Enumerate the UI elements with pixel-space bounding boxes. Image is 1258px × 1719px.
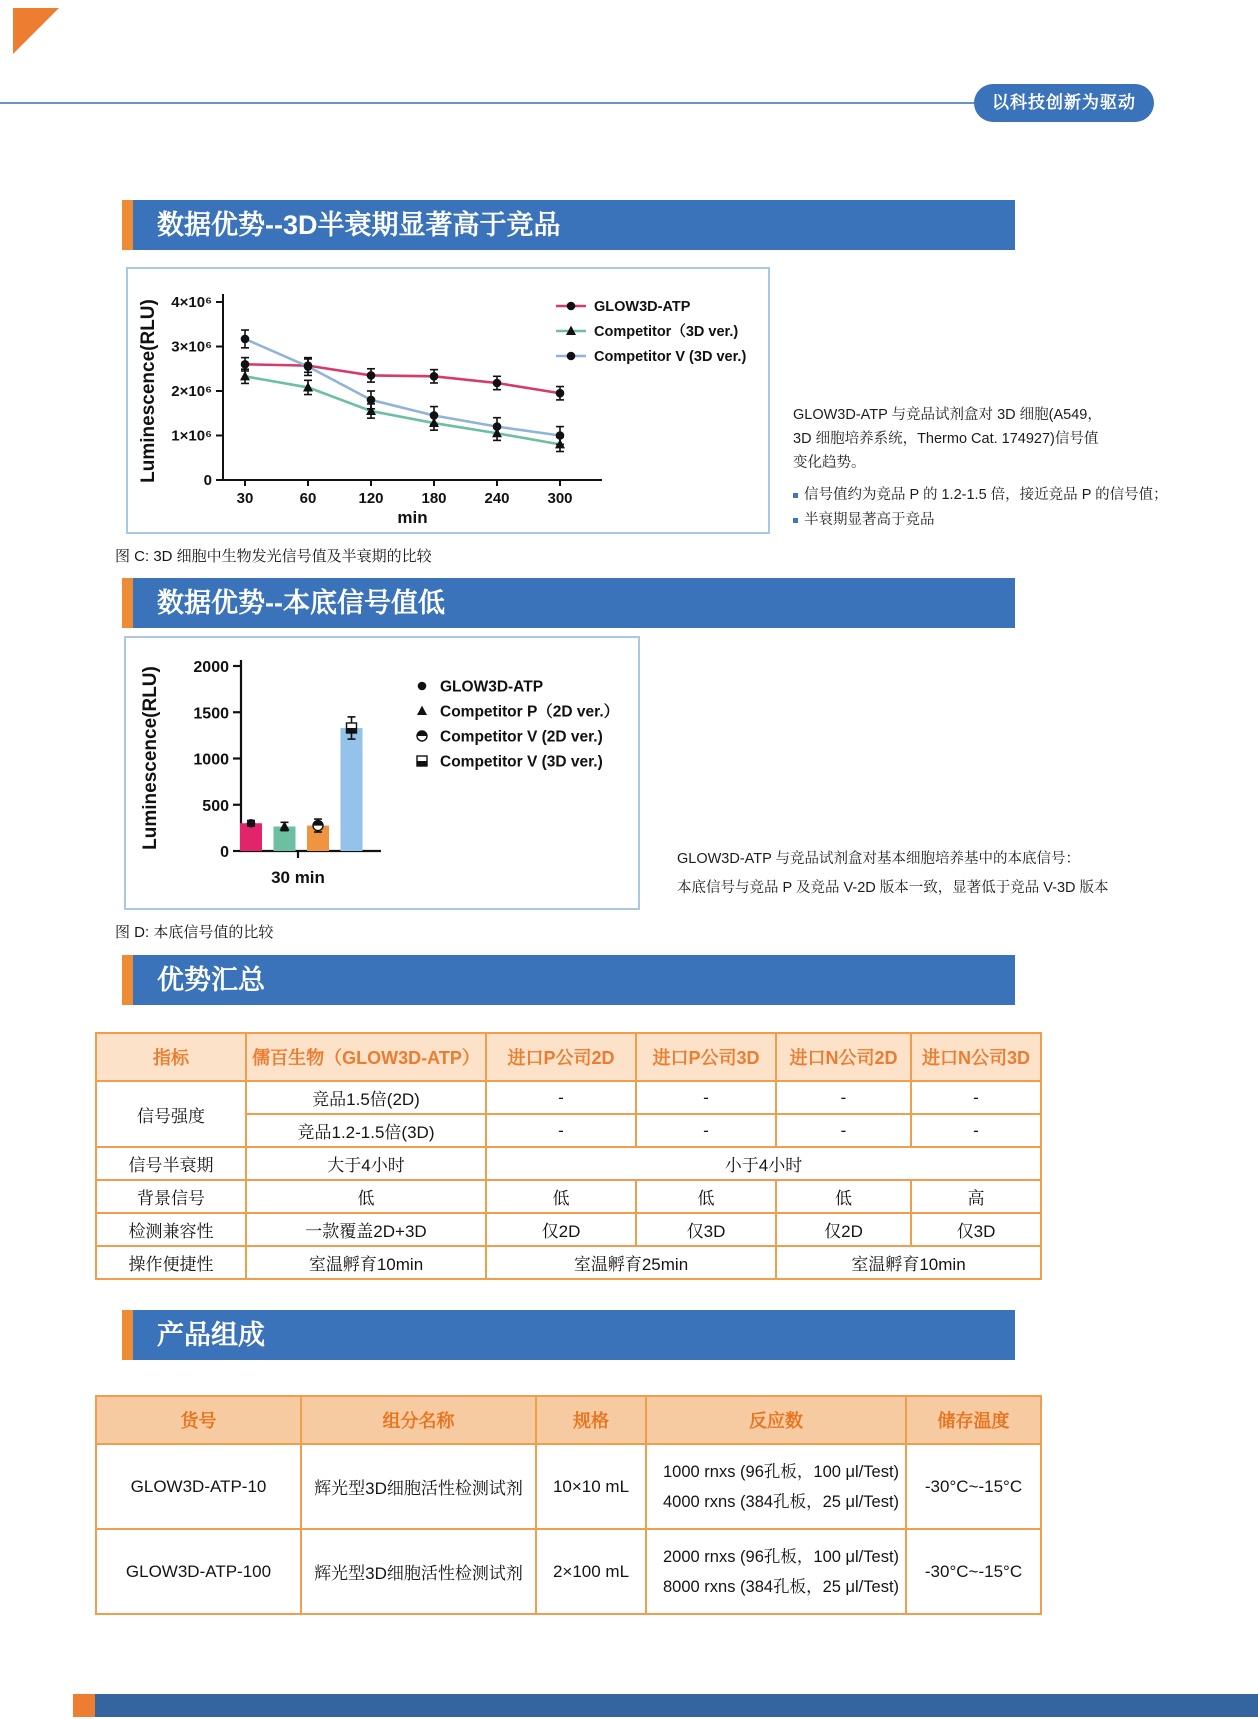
cell: 仅2D — [776, 1213, 911, 1246]
svg-text:300: 300 — [547, 490, 573, 507]
note-line: GLOW3D-ATP 与竞品试剂盒对基本细胞培养基中的本底信号： — [677, 851, 1081, 867]
table-row — [96, 1444, 1041, 1529]
section-title: 数据优势--本底信号值低 — [157, 588, 445, 618]
header-cell: 进口P公司3D — [636, 1033, 776, 1081]
cell: 低 — [776, 1180, 911, 1213]
figure-c-caption: 图 C: 3D 细胞中生物发光信号值及半衰期的比较 — [115, 548, 432, 565]
svg-text:240: 240 — [484, 490, 510, 507]
bullet-item — [793, 483, 1168, 508]
cell: - — [911, 1114, 1041, 1147]
cell: 检测兼容性 — [96, 1213, 246, 1246]
note-line: 本底信号与竞品 P 及竞品 V-2D 版本一致，显著低于竞品 V-3D 版本 — [677, 880, 1109, 896]
svg-text:4×10⁶: 4×10⁶ — [171, 294, 212, 311]
svg-text:30: 30 — [236, 490, 254, 507]
cell: 信号强度 — [96, 1081, 246, 1147]
cell: 仅3D — [911, 1213, 1041, 1246]
summary-table — [95, 1032, 1042, 1280]
figure-d-caption: 图 D: 本底信号值的比较 — [115, 924, 274, 941]
header-cell: 儒百生物（GLOW3D-ATP） — [246, 1033, 486, 1081]
svg-text:120: 120 — [358, 490, 384, 507]
cell: 室温孵育10min — [776, 1246, 1041, 1279]
cell — [646, 1529, 906, 1614]
svg-text:60: 60 — [299, 490, 317, 507]
cell: 室温孵育10min — [246, 1246, 486, 1279]
slogan-badge — [974, 84, 1154, 122]
cell: - — [911, 1081, 1041, 1114]
cell — [646, 1444, 906, 1529]
svg-text:Competitor V (3D ver.): Competitor V (3D ver.) — [594, 349, 747, 365]
summary-header-row — [96, 1033, 1041, 1081]
cell: GLOW3D-ATP-100 — [96, 1529, 301, 1614]
svg-text:500: 500 — [202, 797, 229, 815]
product-header-row — [96, 1396, 1041, 1444]
note-line: 变化趋势。 — [793, 455, 866, 471]
bullet-square-icon — [793, 518, 798, 523]
table-row — [96, 1213, 1041, 1246]
section-banner-product-composition — [122, 1310, 1015, 1360]
product-table — [95, 1395, 1042, 1615]
table-row — [96, 1246, 1041, 1279]
note-line: 3D 细胞培养系统，Thermo Cat. 174927)信号值 — [793, 431, 1099, 447]
svg-text:30 min: 30 min — [271, 868, 325, 887]
cell: 高 — [911, 1180, 1041, 1213]
svg-text:Competitor（3D ver.): Competitor（3D ver.) — [594, 324, 739, 340]
header-cell: 指标 — [96, 1033, 246, 1081]
header-cell: 进口N公司2D — [776, 1033, 911, 1081]
svg-text:0: 0 — [203, 472, 212, 489]
cell: -30°C~-15°C — [906, 1444, 1041, 1529]
header-cell: 组分名称 — [301, 1396, 536, 1444]
cell: 10×10 mL — [536, 1444, 646, 1529]
header-divider-line — [0, 102, 992, 104]
note-line: GLOW3D-ATP 与竞品试剂盒对 3D 细胞(A549， — [793, 407, 1102, 423]
slogan-text: 以科技创新为驱动 — [992, 93, 1136, 112]
cell: - — [486, 1114, 636, 1147]
cell: - — [776, 1081, 911, 1114]
section-title: 优势汇总 — [157, 965, 265, 995]
svg-text:Competitor P（2D ver.）: Competitor P（2D ver.） — [440, 703, 620, 721]
bullet-text: 半衰期显著高于竞品 — [804, 512, 935, 528]
bullet-square-icon — [793, 493, 798, 498]
reaction-line: 8000 rxns (384孔板，25 μl/Test) — [663, 1577, 900, 1596]
header-cell: 进口N公司3D — [911, 1033, 1041, 1081]
cell: 仅3D — [636, 1213, 776, 1246]
svg-text:1×10⁶: 1×10⁶ — [171, 427, 212, 445]
svg-text:3×10⁶: 3×10⁶ — [171, 338, 212, 356]
bullet-text: 信号值约为竞品 P 的 1.2-1.5 倍，接近竞品 P 的信号值； — [804, 487, 1168, 503]
reaction-line: 2000 rnxs (96孔板，100 μl/Test) — [663, 1547, 900, 1566]
cell: GLOW3D-ATP-10 — [96, 1444, 301, 1529]
footer-orange-square — [73, 1694, 95, 1717]
cell: 大于4小时 — [246, 1147, 486, 1180]
section-title: 产品组成 — [157, 1320, 265, 1350]
svg-text:Competitor V (3D ver.): Competitor V (3D ver.) — [440, 753, 603, 771]
cell: 一款覆盖2D+3D — [246, 1213, 486, 1246]
cell: 仅2D — [486, 1213, 636, 1246]
chart-c-note — [793, 403, 1168, 533]
section-banner-background-signal — [122, 578, 1015, 628]
chart-d-note — [677, 845, 1109, 903]
cell: - — [776, 1114, 911, 1147]
header-cell: 储存温度 — [906, 1396, 1041, 1444]
header-cell: 货号 — [96, 1396, 301, 1444]
cell: 背景信号 — [96, 1180, 246, 1213]
cell: 小于4小时 — [486, 1147, 1041, 1180]
bullet-item — [793, 508, 1168, 533]
cell: 低 — [246, 1180, 486, 1213]
svg-text:1000: 1000 — [193, 751, 229, 769]
section-banner-advantage-summary — [122, 955, 1015, 1005]
cell: 室温孵育25min — [486, 1246, 776, 1279]
cell: 辉光型3D细胞活性检测试剂 — [301, 1444, 536, 1529]
svg-text:2×10⁶: 2×10⁶ — [171, 383, 212, 400]
svg-text:2000: 2000 — [193, 659, 229, 676]
svg-text:Luminescence(RLU): Luminescence(RLU) — [140, 666, 161, 850]
note-bullets — [793, 483, 1168, 533]
cell: 信号半衰期 — [96, 1147, 246, 1180]
cell: 操作便捷性 — [96, 1246, 246, 1279]
bar-chart — [124, 636, 640, 910]
table-row — [96, 1147, 1041, 1180]
cell: - — [636, 1114, 776, 1147]
header-cell: 进口P公司2D — [486, 1033, 636, 1081]
header-cell: 规格 — [536, 1396, 646, 1444]
table-row — [96, 1180, 1041, 1213]
cell: -30°C~-15°C — [906, 1529, 1041, 1614]
svg-text:1500: 1500 — [193, 705, 229, 723]
cell: 竞品1.5倍(2D) — [246, 1081, 486, 1114]
table-row — [96, 1529, 1041, 1614]
cell: 辉光型3D细胞活性检测试剂 — [301, 1529, 536, 1614]
svg-text:180: 180 — [421, 490, 447, 507]
cell: - — [486, 1081, 636, 1114]
cell: 竞品1.2-1.5倍(3D) — [246, 1114, 486, 1147]
svg-text:Competitor V (2D ver.): Competitor V (2D ver.) — [440, 728, 603, 746]
reaction-line: 4000 rxns (384孔板，25 μl/Test) — [663, 1492, 900, 1511]
table-row — [96, 1081, 1041, 1114]
cell: - — [636, 1081, 776, 1114]
section-banner-halflife — [122, 200, 1015, 250]
svg-text:Luminescence(RLU): Luminescence(RLU) — [138, 299, 159, 483]
svg-text:GLOW3D-ATP: GLOW3D-ATP — [594, 299, 691, 315]
footer-bar — [95, 1694, 1258, 1717]
cell: 低 — [636, 1180, 776, 1213]
reaction-line: 1000 rnxs (96孔板，100 μl/Test) — [663, 1462, 900, 1481]
svg-text:min: min — [397, 508, 428, 526]
line-chart — [126, 267, 770, 534]
svg-text:GLOW3D-ATP: GLOW3D-ATP — [440, 678, 544, 696]
cell: 低 — [486, 1180, 636, 1213]
corner-triangle-decoration — [13, 8, 59, 54]
header-cell: 反应数 — [646, 1396, 906, 1444]
cell: 2×100 mL — [536, 1529, 646, 1614]
section-title: 数据优势--3D半衰期显著高于竞品 — [157, 210, 561, 240]
svg-text:0: 0 — [220, 844, 229, 861]
